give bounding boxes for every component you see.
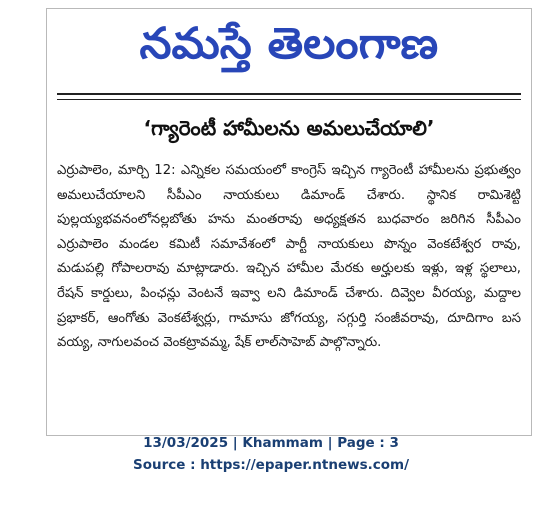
clipping-date-edition: 13/03/2025 | Khammam | Page : 3 xyxy=(143,435,399,451)
article-body: ఎర్రుపాలెం, మార్చి 12: ఎన్నికల సమయంలో కాంగ్రెస్ ఇచ్చిన గ్యారెంటీ హామీలను ప్రభుత్వం అమలుచేయాలని సీపీఎం నాయకులు డిమాండ్ చేశారు. స్థానిక రామిశెట్టి పుల్లయ్యభవనంలోనల్లబోతు హను మంతరావు అధ్యక్షతన బుధవారం జరిగిన సీపీఎం ఎర్రుపాలెం మండల కమిటీ సమావేశంలో పార్టీ నాయకులు పొన్నం వెంకటేశ్వర రావు, మడుపల్లి గోపాలరావు మాట్లాడారు. ఇచ్చిన హామీల మేరకు అర్హులకు ఇళ్లు, ఇళ్ల స్థలాలు, రేషన్ కార్డులు, పింఛన్లు వెంటనే ఇవ్వా లని డిమాండ్ చేశారు. దివ్వెల వీరయ్య, మద్దాల ప్రభాకర్, ఆంగోతు వెంకటేశ్వర్లు, గామాసు జోగయ్య, సగ్గుర్తి సంజీవరావు, దూదిగాం బస వయ్య, నాగులవంచ వెంకట్రావమ్మ, షేక్ లాల్‌సాహెబ్ పాల్గొన్నారు. xyxy=(57,163,521,351)
masthead-divider-thin xyxy=(57,99,521,100)
article-clipping xyxy=(46,8,532,436)
clipping-source: Source : https://epaper.ntnews.com/ xyxy=(132,457,410,473)
masthead-divider xyxy=(57,93,521,95)
article-headline: ‘గ్యారెంటీ హామీలను అమలుచేయాలి’ xyxy=(143,116,435,140)
masthead xyxy=(47,13,531,75)
masthead-title: నమస్తే తెలంగాణ xyxy=(139,19,439,69)
